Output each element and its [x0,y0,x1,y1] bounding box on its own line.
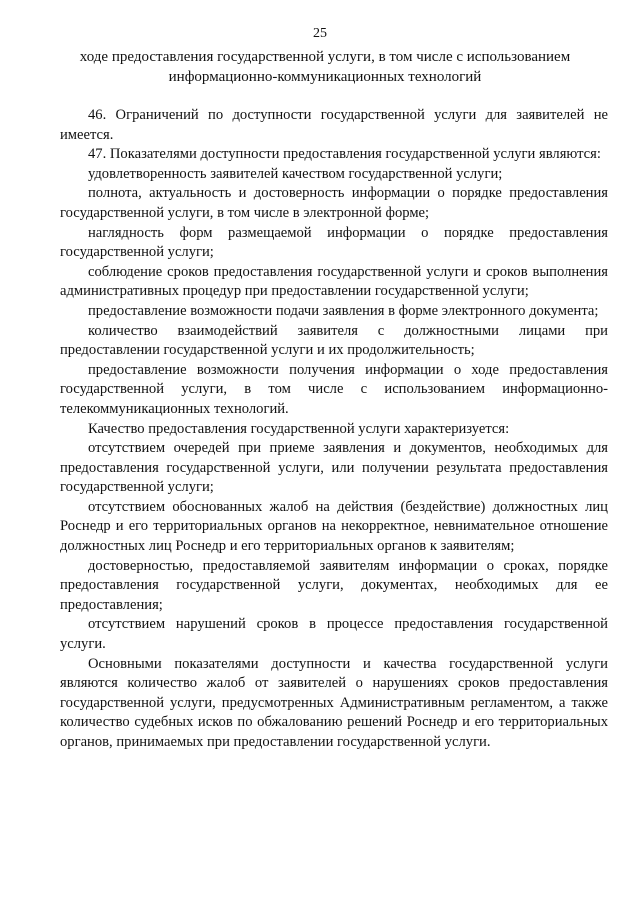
section-heading-line-1: ходе предоставления государственной услуги, в том числе с использованием [79,49,571,65]
list-item: отсутствием нарушений сроков в процессе предоставления государственной услуги. [60,616,608,653]
list-item: отсутствием обоснованных жалоб на действия (бездействие) должностных лиц Роснедр и его территориальных органов на некорректное, невнимательное отношение должностных лиц Роснедр и его территориальных органов к заявителям; [60,498,608,555]
list-item: предоставление возможности получения информации о ходе предоставления государственной услуги, в том числе с использованием информационно-телекоммуникационных технологий. [60,361,608,417]
list-item: достоверностью, предоставляемой заявителям информации о сроках, порядке предоставления государственной услуги, документах, необходимых для ее предоставления; [60,557,608,613]
section-heading-line-2: информационно-коммуникационных технологий [168,69,482,85]
list-item: предоставление возможности подачи заявления в форме электронного документа; [88,302,599,319]
list-item: соблюдение сроков предоставления государственной услуги и сроков выполнения административных процедур при предоставлении государственной услуги; [60,263,608,300]
quality-intro-paragraph: Качество предоставления государственной услуги характеризуется: [88,420,510,437]
section-heading [60,47,590,87]
page-number: 25 [313,26,327,41]
paragraph-47: 47. Показателями доступности предоставления государственной услуги являются: [88,146,601,163]
list-item: удовлетворенность заявителей качеством государственной услуги; [88,165,503,182]
list-item: наглядность форм размещаемой информации о порядке предоставления государственной услуги; [60,224,608,261]
document-body [60,106,608,753]
list-item: полнота, актуальность и достоверность информации о порядке предоставления государственной услуги, в том числе в электронной форме; [60,185,608,221]
list-item: количество взаимодействий заявителя с должностными лицами при предоставлении государственной услуги и их продолжительность; [60,322,608,359]
paragraph-46: 46. Ограничений по доступности государственной услуги для заявителей не имеется. [60,107,608,143]
key-indicators-paragraph: Основными показателями доступности и качества государственной услуги являются количество жалоб от заявителей о нарушениях сроков предоставления государственной услуги, предусмотренных Административным регламентом, а также количество судебных исков по обжалованию решений Роснедр и его территориальных органов, принимаемых при предоставлении государственной услуги. [60,655,608,750]
list-item: отсутствием очередей при приеме заявления и документов, необходимых для предоставления государственной услуги, или получении результата предоставления государственной услуги; [60,440,608,496]
